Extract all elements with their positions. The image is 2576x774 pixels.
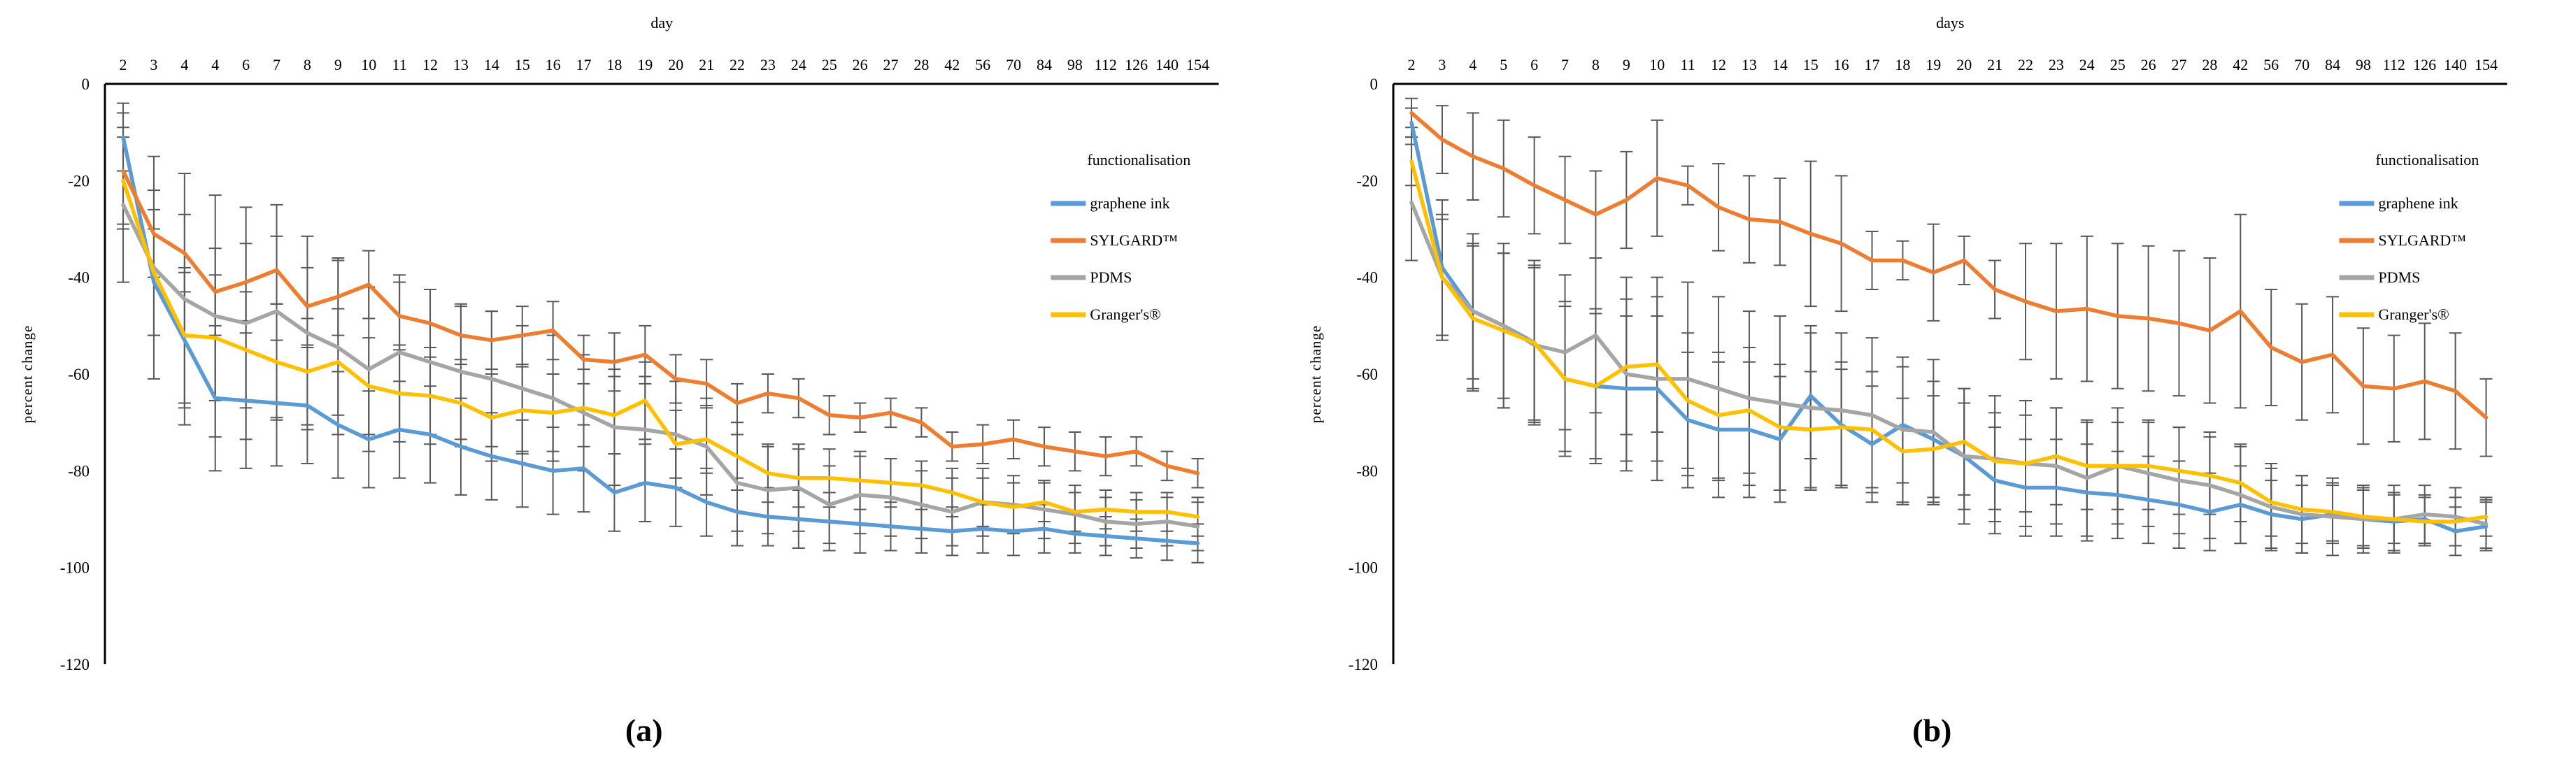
caption-b <box>1288 689 2576 771</box>
x-tick-label: 112 <box>2382 56 2405 73</box>
y-tick-label: -100 <box>59 559 90 577</box>
x-tick-label: 21 <box>1986 56 2002 73</box>
x-tick-label: 13 <box>1741 56 1757 73</box>
x-tick-label: 24 <box>790 56 806 73</box>
x-tick-label: 27 <box>883 56 899 73</box>
chart-panel-b <box>1288 0 2576 774</box>
x-tick-label: 19 <box>1925 56 1941 73</box>
x-tick-label: 16 <box>545 56 561 73</box>
caption-b-text: (b) <box>1912 712 1952 748</box>
x-tick-label: 4 <box>180 56 189 73</box>
y-tick-label: -120 <box>59 656 90 673</box>
x-tick-label: 2 <box>1407 56 1416 73</box>
legend-label: PDMS <box>1090 268 1132 286</box>
x-tick-label: 18 <box>606 56 622 73</box>
x-tick-label: 15 <box>514 56 530 73</box>
x-tick-label: 9 <box>1622 56 1630 73</box>
legend-label: graphene ink <box>1090 194 1170 212</box>
x-tick-label: 3 <box>150 56 158 73</box>
x-tick-label: 3 <box>1437 56 1446 73</box>
y-tick-label: -40 <box>1355 268 1378 287</box>
x-tick-label: 6 <box>242 56 250 73</box>
x-tick-label: 16 <box>1833 56 1849 73</box>
legend-label: SYLGARD™ <box>2377 231 2466 249</box>
x-tick-label: 2 <box>119 56 127 73</box>
x-axis-title: days <box>1935 14 1964 31</box>
y-tick-label: -80 <box>68 462 90 480</box>
x-tick-label: 22 <box>2017 56 2033 73</box>
series-line-sylgard- <box>1411 113 2486 418</box>
x-tick-label: 13 <box>453 56 469 73</box>
series-line-graphene-ink <box>1411 122 2486 531</box>
x-tick-label: 26 <box>2140 56 2156 73</box>
y-tick-label: -100 <box>1348 559 1378 577</box>
y-axis-label: percent change <box>19 324 36 424</box>
x-tick-label: 4 <box>211 56 220 73</box>
line-chart-a <box>0 0 1288 689</box>
x-tick-label: 140 <box>2443 56 2467 73</box>
x-tick-label: 17 <box>1864 56 1880 73</box>
x-tick-label: 11 <box>1680 56 1695 73</box>
x-tick-label: 4 <box>1468 56 1476 73</box>
legend-label: Granger's® <box>1090 306 1161 323</box>
y-tick-label: 0 <box>1369 76 1378 93</box>
x-tick-label: 26 <box>852 56 868 73</box>
x-tick-label: 154 <box>1186 56 1209 73</box>
legend-label: SYLGARD™ <box>1090 231 1178 249</box>
x-tick-label: 23 <box>2048 56 2064 73</box>
x-tick-label: 28 <box>2201 56 2217 73</box>
x-tick-label: 42 <box>944 56 960 73</box>
y-tick-label: -40 <box>68 268 90 287</box>
x-tick-label: 8 <box>1591 56 1600 73</box>
series-line-graphene-ink <box>123 137 1197 543</box>
x-tick-label: 17 <box>576 56 592 73</box>
series-line-pdms <box>1411 202 2486 524</box>
x-tick-label: 70 <box>1006 56 1022 73</box>
x-tick-label: 25 <box>2109 56 2126 73</box>
x-tick-label: 98 <box>1067 56 1083 73</box>
x-tick-label: 98 <box>2355 56 2371 73</box>
x-axis-title: day <box>650 14 674 31</box>
x-tick-label: 7 <box>1560 56 1569 73</box>
x-tick-label: 126 <box>2412 56 2436 73</box>
series-line-granger-s- <box>123 180 1197 517</box>
x-tick-label: 10 <box>361 56 377 73</box>
y-tick-label: -60 <box>68 366 90 383</box>
x-tick-label: 70 <box>2293 56 2310 73</box>
x-tick-label: 11 <box>392 56 407 73</box>
x-tick-label: 42 <box>2232 56 2248 73</box>
x-tick-label: 56 <box>975 56 991 73</box>
y-tick-label: -60 <box>1355 366 1378 383</box>
y-tick-label: -20 <box>1355 172 1378 190</box>
legend-label: graphene ink <box>2377 194 2458 212</box>
x-tick-label: 84 <box>1036 56 1052 73</box>
caption-a-text: (a) <box>625 712 663 748</box>
legend-label: Granger's® <box>2377 306 2449 323</box>
x-tick-label: 20 <box>1956 56 1972 73</box>
x-tick-label: 140 <box>1155 56 1179 73</box>
x-tick-label: 21 <box>699 56 715 73</box>
x-tick-label: 154 <box>2474 56 2498 73</box>
x-tick-label: 19 <box>637 56 653 73</box>
x-tick-label: 12 <box>1710 56 1726 73</box>
x-tick-label: 6 <box>1530 56 1538 73</box>
x-tick-label: 8 <box>303 56 311 73</box>
x-tick-label: 112 <box>1094 56 1117 73</box>
y-tick-label: -20 <box>68 172 90 190</box>
x-tick-label: 24 <box>2079 56 2095 73</box>
x-tick-label: 12 <box>422 56 439 73</box>
x-tick-label: 25 <box>821 56 837 73</box>
x-tick-label: 10 <box>1649 56 1665 73</box>
x-tick-label: 28 <box>913 56 930 73</box>
x-tick-label: 23 <box>760 56 776 73</box>
series-line-granger-s- <box>1411 162 2486 522</box>
legend-title: functionalisation <box>1087 151 1191 169</box>
x-tick-label: 27 <box>2170 56 2186 73</box>
y-tick-label: 0 <box>81 76 90 93</box>
y-tick-label: -120 <box>1348 656 1378 673</box>
x-tick-label: 126 <box>1125 56 1148 73</box>
y-tick-label: -80 <box>1355 462 1378 480</box>
x-tick-label: 22 <box>729 56 746 73</box>
x-tick-label: 20 <box>668 56 684 73</box>
series-line-sylgard- <box>123 171 1197 473</box>
x-tick-label: 9 <box>334 56 342 73</box>
x-tick-label: 18 <box>1894 56 1910 73</box>
x-tick-label: 7 <box>273 56 281 73</box>
x-tick-label: 14 <box>483 56 499 73</box>
x-tick-label: 84 <box>2324 56 2340 73</box>
caption-a <box>0 689 1288 771</box>
x-tick-label: 15 <box>1802 56 1819 73</box>
line-chart-b <box>1288 0 2576 689</box>
x-tick-label: 14 <box>1772 56 1788 73</box>
y-axis-label: percent change <box>1307 324 1324 424</box>
legend-label: PDMS <box>2377 268 2420 286</box>
x-tick-label: 56 <box>2263 56 2279 73</box>
legend-title: functionalisation <box>2375 151 2479 169</box>
x-tick-label: 5 <box>1499 56 1507 73</box>
